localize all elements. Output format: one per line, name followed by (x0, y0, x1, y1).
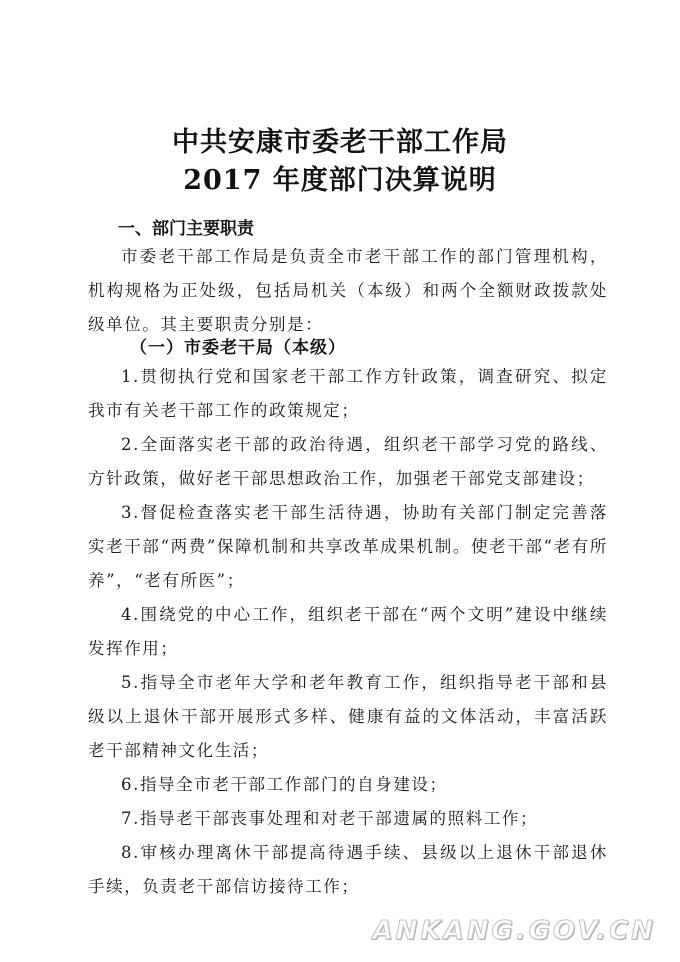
duty-item-7: 7.指导老干部丧事处理和对老干部遗属的照料工作； (121, 809, 539, 828)
duty-item-5: 5.指导全市老年大学和老年教育工作，组织指导老干部和县级以上退休干部开展形式多样、健康有益的文体活动，丰富活跃老干部精神文化生活； (88, 673, 608, 760)
intro-paragraph: 市委老干部工作局是负责全市老干部工作的部门管理机构，机构规格为正处级，包括局机关（本级）和两个全额财政拨款处级单位。其主要职责分别是： (88, 247, 608, 334)
duty-item-2: 2.全面落实老干部的政治待遇，组织老干部学习党的路线、方针政策，做好老干部思想政治工作，加强老干部党支部建设； (88, 435, 608, 488)
duty-item-4: 4.围绕党的中心工作，组织老干部在“两个文明”建设中继续发挥作用； (88, 605, 608, 658)
subsection-heading-bureau: （一）市委老干局（本级） (130, 338, 346, 358)
document-title-line-2: 2017 年度部门决算说明 (183, 165, 497, 196)
document-title-line-1: 中共安康市委老干部工作局 (172, 127, 508, 158)
duty-item-3: 3.督促检查落实老干部生活待遇，协助有关部门制定完善落实老干部“两费”保障机制和共享改革成果机制。使老干部“老有所养”，“老有所医”； (88, 503, 608, 590)
section-heading-duties: 一、部门主要职责 (118, 219, 254, 239)
duty-item-1: 1.贯彻执行党和国家老干部工作方针政策，调查研究、拟定我市有关老干部工作的政策规定； (88, 367, 608, 420)
site-watermark: ANKANG.GOV.CN (372, 916, 656, 946)
duty-item-8: 8.审核办理离休干部提高待遇手续、县级以上退休干部退休手续，负责老干部信访接待工作； (88, 843, 608, 896)
duty-item-6: 6.指导全市老干部工作部门的自身建设； (121, 775, 448, 794)
